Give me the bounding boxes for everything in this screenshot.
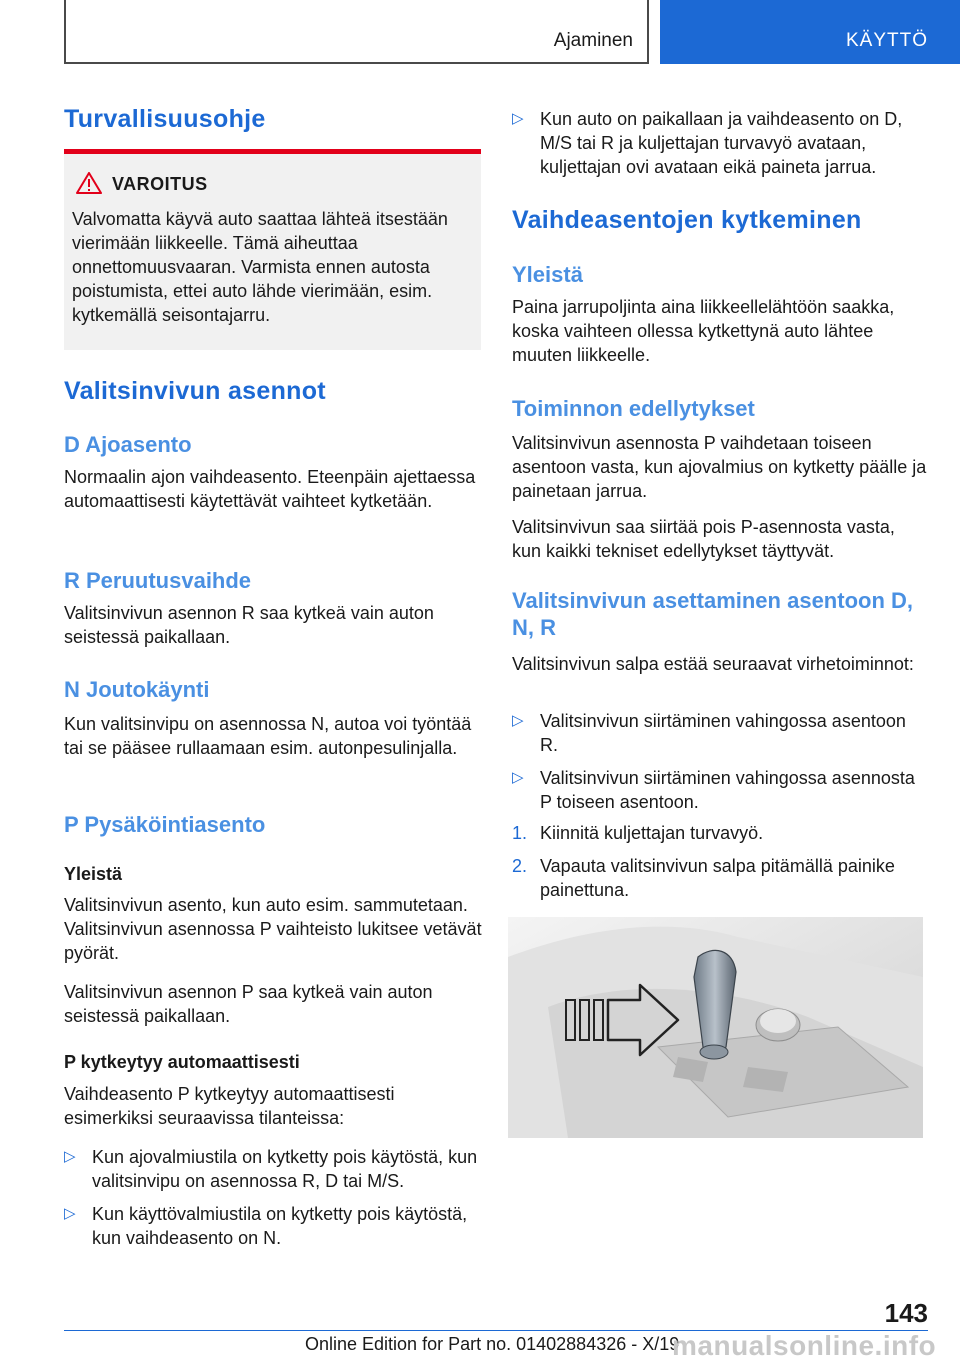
- warning-label: VAROITUS: [112, 174, 208, 194]
- paragraph-general: Paina jarrupoljinta aina liikkeellelähtöön saakka, koska vaihteen ollessa kytkettynä auto lähtee muuten liikkeelle.: [512, 297, 895, 365]
- gear-selector-image: [508, 917, 923, 1138]
- paragraph-d: Normaalin ajon vaihdeasento. Eteenpäin ajettaessa automaattisesti käytettävät vaihteet kytketään.: [64, 467, 476, 511]
- header-tab-section: [64, 0, 649, 64]
- list-item-text: Kun ajovalmiustila on kytketty pois käytöstä, kun valitsinvipu on asennossa R, D tai M/S.: [92, 1147, 478, 1191]
- bullet-triangle-icon: ▷: [64, 1148, 76, 1165]
- paragraph-set: Valitsinvivun salpa estää seuraavat virhetoiminnot:: [512, 654, 914, 674]
- section-title-shifting: Vaihdeasentojen kytkeminen: [512, 206, 862, 234]
- paragraph-n: Kun valitsinvipu on asennossa N, autoa voi työntää tai se pääsee rullaamaan esim. autonpesulinjalla.: [64, 714, 472, 758]
- section-title-safety: Turvallisuusohje: [64, 105, 266, 133]
- bullet-triangle-icon: ▷: [512, 110, 524, 127]
- step-text: Vapauta valitsinvivun salpa pitämällä painike painettuna.: [540, 856, 895, 900]
- list-item-text: Kun auto on paikallaan ja vaihdeasento on D, M/S tai R ja kuljettajan turvavyö avataan, kuljettajan ovi avataan eikä paineta jarrua.: [540, 109, 903, 177]
- list-item: [512, 709, 928, 757]
- header-section-label: Ajaminen: [553, 30, 633, 51]
- header-tab-chapter: [660, 0, 960, 64]
- subheading-general: Yleistä: [512, 262, 583, 287]
- gear-selector-illustration: [508, 917, 923, 1138]
- paragraph-r: Valitsinvivun asennon R saa kytkeä vain auton seistessä paikallaan.: [64, 603, 434, 647]
- list-item: [64, 1202, 482, 1250]
- footer-edition: Online Edition for Part no. 01402884326 - X/19: [305, 1334, 680, 1354]
- bullet-triangle-icon: ▷: [512, 769, 524, 786]
- step-text: Kiinnitä kuljettajan turvavyö.: [540, 823, 764, 843]
- step-item: [512, 854, 928, 902]
- warning-text: Valvomatta käyvä auto saattaa lähteä itsestään vierimään liikkeelle. Tämä aiheuttaa onnettomuusvaaran. Varmista ennen autosta poistumista, ettei auto lähde vierimään, esim. kytkemällä seisontajarru.: [72, 209, 448, 325]
- minor-heading-general: Yleistä: [64, 864, 123, 884]
- paragraph-p-2: Valitsinvivun asennon P saa kytkeä vain auton seistessä paikallaan.: [64, 982, 433, 1026]
- list-item: [512, 766, 928, 814]
- page-number: 143: [884, 1298, 928, 1328]
- paragraph-auto-p: Vaihdeasento P kytkeytyy automaattisesti esimerkiksi seuraavissa tilanteissa:: [64, 1084, 395, 1128]
- bullet-triangle-icon: ▷: [512, 712, 524, 729]
- minor-heading-auto-p: P kytkeytyy automaattisesti: [64, 1052, 300, 1072]
- subheading-set-position: Valitsinvivun asettaminen asentoon D, N, R: [512, 588, 913, 640]
- list-item: [64, 1145, 482, 1193]
- bullet-triangle-icon: ▷: [64, 1205, 76, 1222]
- subheading-requirements: Toiminnon edellytykset: [512, 396, 755, 421]
- watermark-logo: manualsonline.info: [672, 1330, 937, 1361]
- subheading-r: R Peruutusvaihde: [64, 568, 252, 593]
- step-number: 2.: [512, 856, 528, 876]
- list-item-text: Kun käyttövalmiustila on kytketty pois käytöstä, kun vaihdeasento on N.: [92, 1204, 468, 1248]
- paragraph-req-1: Valitsinvivun asennosta P vaihdetaan toiseen asentoon vasta, kun ajovalmius on kytketty päälle ja painetaan jarrua.: [512, 433, 927, 501]
- subheading-d: D Ajoasento: [64, 432, 192, 457]
- step-number: 1.: [512, 823, 528, 843]
- paragraph-req-2: Valitsinvivun saa siirtää pois P-asennosta vasta, kun kaikki tekniset edellytykset täyttyvät.: [512, 517, 895, 561]
- subheading-p: P Pysäköintiasento: [64, 812, 266, 837]
- paragraph-p-1: Valitsinvivun asento, kun auto esim. sammutetaan. Valitsinvivun asennossa P vaihteisto lukitsee vetävät pyörät.: [64, 895, 482, 963]
- list-item: [512, 107, 928, 179]
- subheading-n: N Joutokäynti: [64, 677, 210, 702]
- header-chapter-label: KÄYTTÖ: [845, 30, 928, 51]
- warning-box: [64, 149, 481, 350]
- section-title-positions: Valitsinvivun asennot: [64, 377, 326, 405]
- warning-triangle-icon: [76, 172, 102, 194]
- list-item-text: Valitsinvivun siirtäminen vahingossa asennosta P toiseen asentoon.: [540, 768, 915, 812]
- step-item: [512, 821, 928, 845]
- list-item-text: Valitsinvivun siirtäminen vahingossa asentoon R.: [540, 711, 906, 755]
